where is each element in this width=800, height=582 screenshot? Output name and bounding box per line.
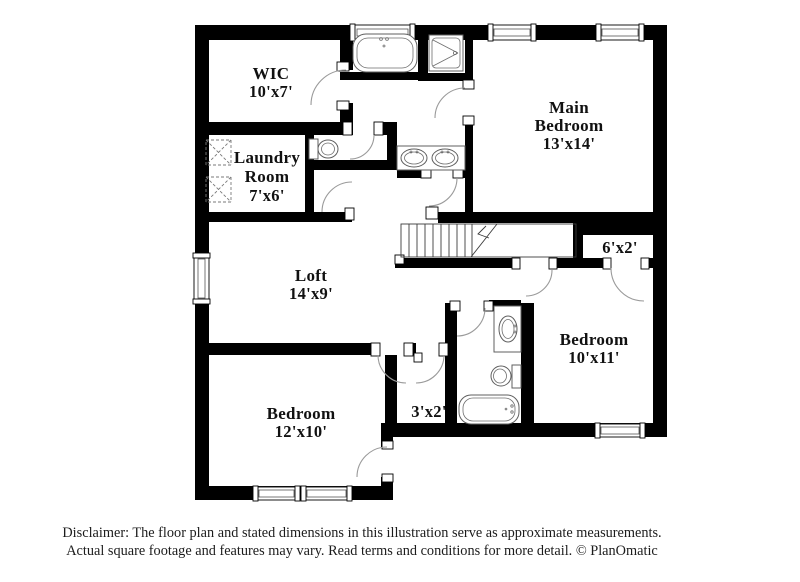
wall [583, 223, 667, 235]
label-wic-name: WIC [252, 64, 290, 83]
window [301, 486, 352, 501]
window [253, 486, 300, 501]
door-arc-bath2 [457, 308, 485, 336]
wall [305, 160, 397, 170]
toilet2-icon [491, 365, 521, 388]
label-main-bedroom-2: Bedroom [534, 116, 604, 135]
door-arc-water-closet [350, 135, 374, 159]
wall [465, 25, 473, 88]
disclaimer-line-2: Actual square footage and features may vary. Read terms and conditions for more detail. © PlanOmatic [66, 543, 658, 559]
wall [418, 25, 428, 81]
label-wic-dim: 10'x7' [249, 82, 293, 101]
wall [438, 212, 667, 223]
label-laundry-2: Room [244, 167, 290, 186]
wall [195, 343, 378, 355]
window [488, 24, 536, 41]
wall [428, 73, 465, 81]
wall [465, 118, 473, 178]
double-sink-vanity-icon [397, 146, 465, 170]
disclaimer-line-1: Disclaimer: The floor plan and stated dimensions in this illustration serve as approximate measurements. [62, 525, 662, 541]
label-bedroom-10x11-dim: 10'x11' [568, 348, 620, 367]
label-main-bedroom-1: Main [549, 98, 589, 117]
label-bedroom-10x11-name: Bedroom [559, 330, 629, 349]
label-laundry-1: Laundry [233, 148, 301, 167]
bathtub2-icon [459, 395, 519, 424]
wall [387, 122, 397, 170]
wall [340, 72, 418, 80]
window [596, 24, 644, 41]
label-closet-3x2-dim: 3'x2' [411, 402, 447, 421]
wall [552, 258, 608, 268]
label-loft-dim: 14'x9' [289, 284, 333, 303]
wall [195, 122, 351, 135]
stair-break-line [471, 224, 497, 257]
label-bedroom-12x10-name: Bedroom [266, 404, 336, 423]
door-arc-hall [322, 182, 352, 212]
label-closet-6x2-dim: 6'x2' [602, 238, 638, 257]
window [595, 423, 645, 438]
shower-icon [429, 35, 463, 71]
wall [395, 258, 518, 268]
staircase [401, 224, 576, 257]
label-main-bedroom-dim: 13'x14' [542, 134, 596, 153]
wall [385, 355, 397, 423]
window [193, 253, 210, 304]
wall [445, 303, 457, 437]
door-arc-main-bath [429, 178, 457, 206]
wall [465, 178, 473, 214]
label-loft-name: Loft [294, 266, 328, 285]
bathtub-icon [353, 34, 417, 72]
sink-vanity-icon [494, 306, 521, 352]
label-laundry-dim: 7'x6' [249, 186, 285, 205]
label-bedroom-12x10-dim: 12'x10' [274, 422, 328, 441]
disclaimer [62, 525, 661, 559]
wall [521, 303, 534, 437]
toilet-icon [309, 139, 338, 159]
wall [195, 212, 352, 222]
door-arc-main-bedroom [435, 88, 465, 118]
